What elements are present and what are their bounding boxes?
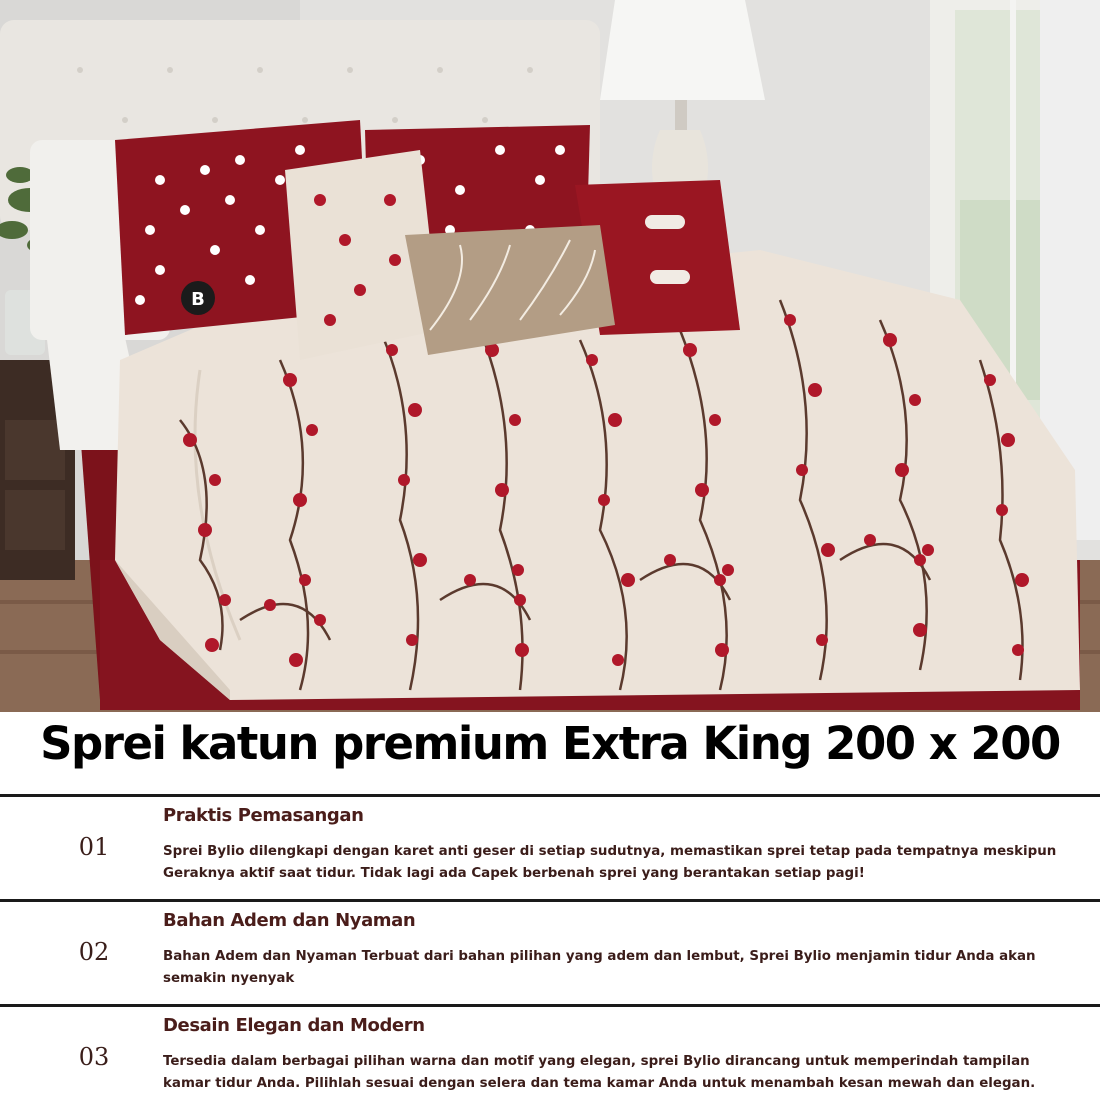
feature-item-3 [0,1004,1100,1109]
feature-number: 02 [78,938,110,966]
brand-badge-letter: B [191,289,205,310]
feature-item-1 [0,794,1100,899]
feature-title: Praktis Pemasangan [163,805,364,826]
feature-description: Tersedia dalam berbagai pilihan warna dan motif yang elegan, sprei Bylio dirancang untuk memperindah tampilan kamar tidur Anda. Pilihlah sesuai dengan selera dan tema kamar Anda untuk menambah kesan mewah dan elegan. [163,1054,1036,1091]
feature-title: Bahan Adem dan Nyaman [163,910,416,931]
feature-number: 01 [78,833,110,861]
feature-description: Bahan Adem dan Nyaman Terbuat dari bahan pilihan yang adem dan lembut, Sprei Bylio menjamin tidur Anda akan semakin nyenyak [163,949,1036,986]
feature-item-2 [0,899,1100,1004]
feature-list [0,794,1100,1109]
feature-title: Desain Elegan dan Modern [163,1015,425,1036]
product-title: Sprei katun premium Extra King 200 x 200 [40,717,1060,770]
feature-description: Sprei Bylio dilengkapi dengan karet anti geser di setiap sudutnya, memastikan sprei tetap pada tempatnya meskipun Geraknya aktif saat tidur. Tidak lagi ada Capek berbenah sprei yang berantakan setiap pagi! [163,844,1057,881]
feature-number: 03 [78,1043,110,1071]
